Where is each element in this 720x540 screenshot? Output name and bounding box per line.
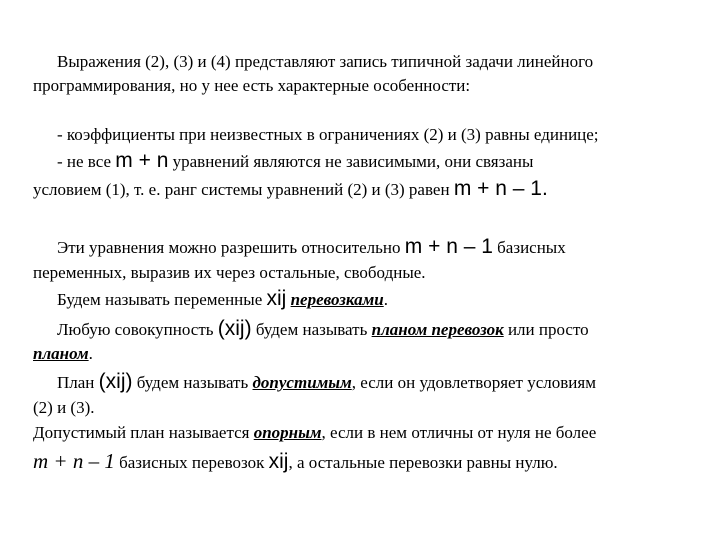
intro-line-1: [57, 51, 593, 73]
solve-text-a: Эти уравнения можно разрешить относительно: [57, 238, 405, 257]
math-xij-plan: (xij): [98, 370, 133, 393]
def-transport-line: [57, 288, 388, 311]
def-basic-line-2: [33, 450, 558, 474]
solve-text-b: базисных: [492, 238, 566, 257]
def-feasible-text-a: План: [57, 373, 99, 392]
intro-text-continued: программирования, но у нее есть характерные особенности:: [33, 76, 471, 95]
feature-text-1: - коэффициенты при неизвестных в ограничениях (2) и (3) равны единице;: [57, 125, 599, 144]
feature-item-2-continued: [33, 178, 548, 201]
def-plan-text-b: будем называть: [251, 320, 372, 339]
def-transport-text: Будем называть переменные: [57, 290, 267, 309]
def-feasible-text-b: будем называть: [132, 373, 253, 392]
intro-line-2: [33, 75, 470, 97]
def-plan-text-c: или просто: [503, 320, 589, 339]
def-basic-text-d: , а остальные перевозки равны нулю.: [288, 453, 558, 472]
feature-item-1: [57, 124, 599, 146]
feature-text-2a: - не все: [57, 152, 116, 171]
def-basic-text-a: Допустимый план называется: [33, 423, 254, 442]
def-basic-line-1: [33, 422, 596, 444]
def-plan-end: .: [88, 344, 93, 363]
def-feasible-text-c: , если он удовлетворяет условиям: [351, 373, 596, 392]
def-basic-text-b: , если в нем отличны от нуля не более: [321, 423, 597, 442]
math-xij: xij: [266, 287, 287, 310]
solve-line-1: [57, 236, 566, 259]
math-rank: m + n – 1.: [453, 177, 548, 200]
feature-item-2: [57, 150, 533, 173]
def-transport-end: .: [383, 290, 388, 309]
term-transport: перевозками: [290, 290, 384, 309]
math-basis-count: m + n – 1: [404, 235, 493, 258]
math-m-plus-n: m + n: [115, 149, 169, 172]
def-basic-text-c: базисных перевозок: [114, 453, 269, 472]
def-plan-text-a: Любую совокупность: [57, 320, 218, 339]
def-feasible-line-2: [33, 397, 95, 419]
math-basis-count-italic: m + n – 1: [33, 449, 115, 473]
def-plan-line-1: [57, 318, 589, 341]
intro-text: Выражения (2), (3) и (4) представляют запись типичной задачи линейного: [57, 52, 594, 71]
solve-text-c: переменных, выразив их через остальные, свободные.: [33, 263, 426, 282]
def-feasible-line-1: [57, 371, 596, 394]
feature-text-2c: условием (1), т. е. ранг системы уравнений (2) и (3) равен: [33, 180, 454, 199]
feature-text-2b: уравнений являются не зависимыми, они связаны: [168, 152, 534, 171]
def-plan-line-2: [33, 343, 93, 365]
def-feasible-text-d: (2) и (3).: [33, 398, 95, 417]
math-xij-basic: xij: [268, 450, 289, 473]
term-basic: опорным: [253, 423, 322, 442]
solve-line-2: [33, 262, 426, 284]
term-feasible: допустимым: [252, 373, 352, 392]
math-xij-set: (xij): [217, 317, 252, 340]
term-plan: планом: [33, 344, 89, 363]
term-plan-transport: планом перевозок: [371, 320, 504, 339]
